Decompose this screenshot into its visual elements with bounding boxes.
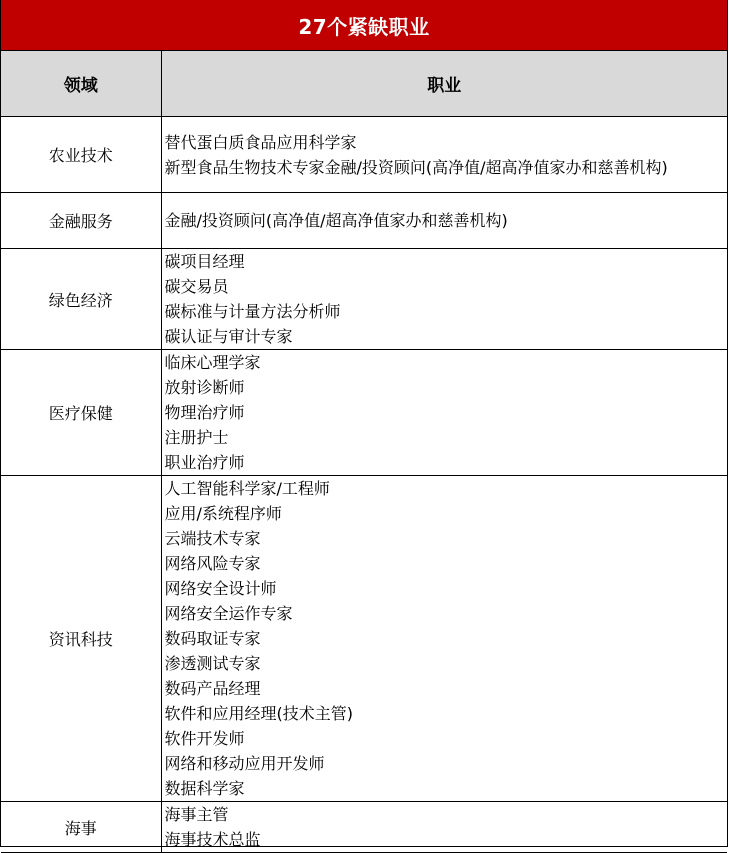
occupation-item: 物理治疗师 <box>164 403 245 422</box>
domain-cell: 金融服务 <box>1 193 161 249</box>
occupation-item: 新型食品生物技术专家金融/投资顾问(高净值/超高净值家办和慈善机构) <box>164 157 668 177</box>
table-row-infotech <box>1 476 727 802</box>
occupation-item: 网络和移动应用开发师 <box>164 754 325 773</box>
occupation-item: 海事主管 <box>164 805 229 824</box>
header-occupation: 职业 <box>161 51 727 117</box>
occupation-item: 注册护士 <box>164 428 229 447</box>
occupation-cell <box>161 476 727 802</box>
occupation-item: 碳项目经理 <box>164 252 245 271</box>
table-row-maritime <box>1 802 727 853</box>
header-row <box>1 51 727 117</box>
domain-cell: 农业技术 <box>1 117 161 193</box>
occupation-table <box>1 51 727 853</box>
domain-cell: 医疗保健 <box>1 350 161 476</box>
table-row-green-economy <box>1 249 727 350</box>
occupation-item: 人工智能科学家/工程师 <box>164 479 330 498</box>
domain-cell: 资讯科技 <box>1 476 161 802</box>
occupation-item: 软件和应用经理(技术主管) <box>164 704 353 723</box>
occupation-item: 替代蛋白质食品应用科学家 <box>164 132 357 152</box>
occupation-item: 金融/投资顾问(高净值/超高净值家办和慈善机构) <box>164 211 508 230</box>
occupation-cell <box>161 802 727 853</box>
header-domain: 领域 <box>1 51 161 117</box>
occupation-item: 云端技术专家 <box>164 529 261 548</box>
occupation-item: 渗透测试专家 <box>164 654 261 673</box>
occupation-item: 临床心理学家 <box>164 353 261 372</box>
occupation-item: 应用/系统程序师 <box>164 504 282 523</box>
occupation-item: 职业治疗师 <box>164 453 245 472</box>
occupation-cell <box>161 193 727 249</box>
occupation-item: 碳交易员 <box>164 277 229 296</box>
occupation-item: 数码产品经理 <box>164 679 261 698</box>
page-title: 27个紧缺职业 <box>298 14 430 39</box>
occupation-item: 海事技术总监 <box>164 830 261 849</box>
occupation-item: 数据科学家 <box>164 779 245 798</box>
occupation-cell <box>161 117 727 193</box>
table-row-finance <box>1 193 727 249</box>
occupation-item: 碳标准与计量方法分析师 <box>164 302 341 321</box>
table-row-healthcare <box>1 350 727 476</box>
occupation-item: 网络风险专家 <box>164 554 261 573</box>
occupation-cell <box>161 249 727 350</box>
title-bar <box>1 0 727 51</box>
occupation-cell <box>161 350 727 476</box>
table-row-agritech <box>1 117 727 193</box>
occupation-item: 软件开发师 <box>164 729 245 748</box>
occupation-item: 碳认证与审计专家 <box>164 327 293 346</box>
occupation-item: 数码取证专家 <box>164 629 261 648</box>
occupation-item: 网络安全设计师 <box>164 579 277 598</box>
occupation-item: 网络安全运作专家 <box>164 604 293 623</box>
domain-cell: 绿色经济 <box>1 249 161 350</box>
occupation-item: 放射诊断师 <box>164 378 245 397</box>
domain-cell: 海事 <box>1 802 161 853</box>
